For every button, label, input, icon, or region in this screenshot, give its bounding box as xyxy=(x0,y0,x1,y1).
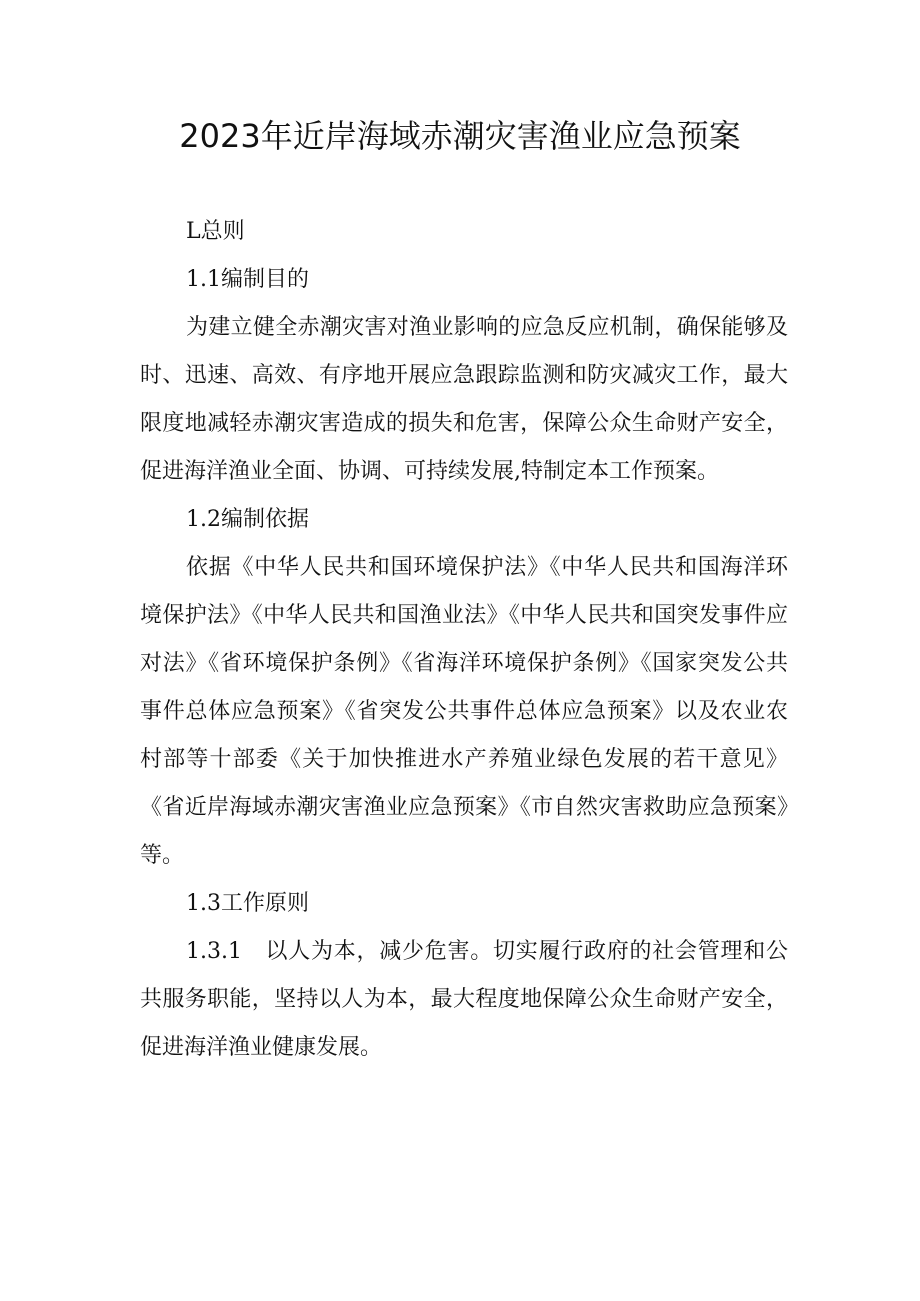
paragraph-purpose: 为建立健全赤潮灾害对渔业影响的应急反应机制，确保能够及时、迅速、高效、有序地开展应急跟踪监测和防灾减灾工作，最大限度地减轻赤潮灾害造成的损失和危害，保障公众生命财产安全，促进海洋渔业全面、协调、可持续发展,特制定本工作预案。 xyxy=(140,315,788,484)
document-body xyxy=(140,208,788,1072)
section-heading-principles: 1.3工作原则 xyxy=(186,891,309,916)
document-title: 2023年近岸海域赤潮灾害渔业应急预案 xyxy=(179,117,741,155)
paragraph-principle-1: 1.3.1 以人为本，减少危害。切实履行政府的社会管理和公共服务职能，坚持以人为本，最大程度地保障公众生命财产安全，促进海洋渔业健康发展。 xyxy=(140,939,788,1060)
section-heading-general: L总则 xyxy=(186,219,245,244)
section-heading-basis: 1.2编制依据 xyxy=(186,507,309,532)
section-heading-purpose: 1.1编制目的 xyxy=(186,267,309,292)
paragraph-basis: 依据《中华人民共和国环境保护法》《中华人民共和国海洋环境保护法》《中华人民共和国渔业法》《中华人民共和国突发事件应对法》《省环境保护条例》《省海洋环境保护条例》《国家突发公共事件总体应急预案》《省突发公共事件总体应急预案》以及农业农村部等十部委《关于加快推进水产养殖业绿色发展的若干意见》《省近岸海域赤潮灾害渔业应急预案》《市自然灾害救助应急预案》等。 xyxy=(140,555,788,868)
